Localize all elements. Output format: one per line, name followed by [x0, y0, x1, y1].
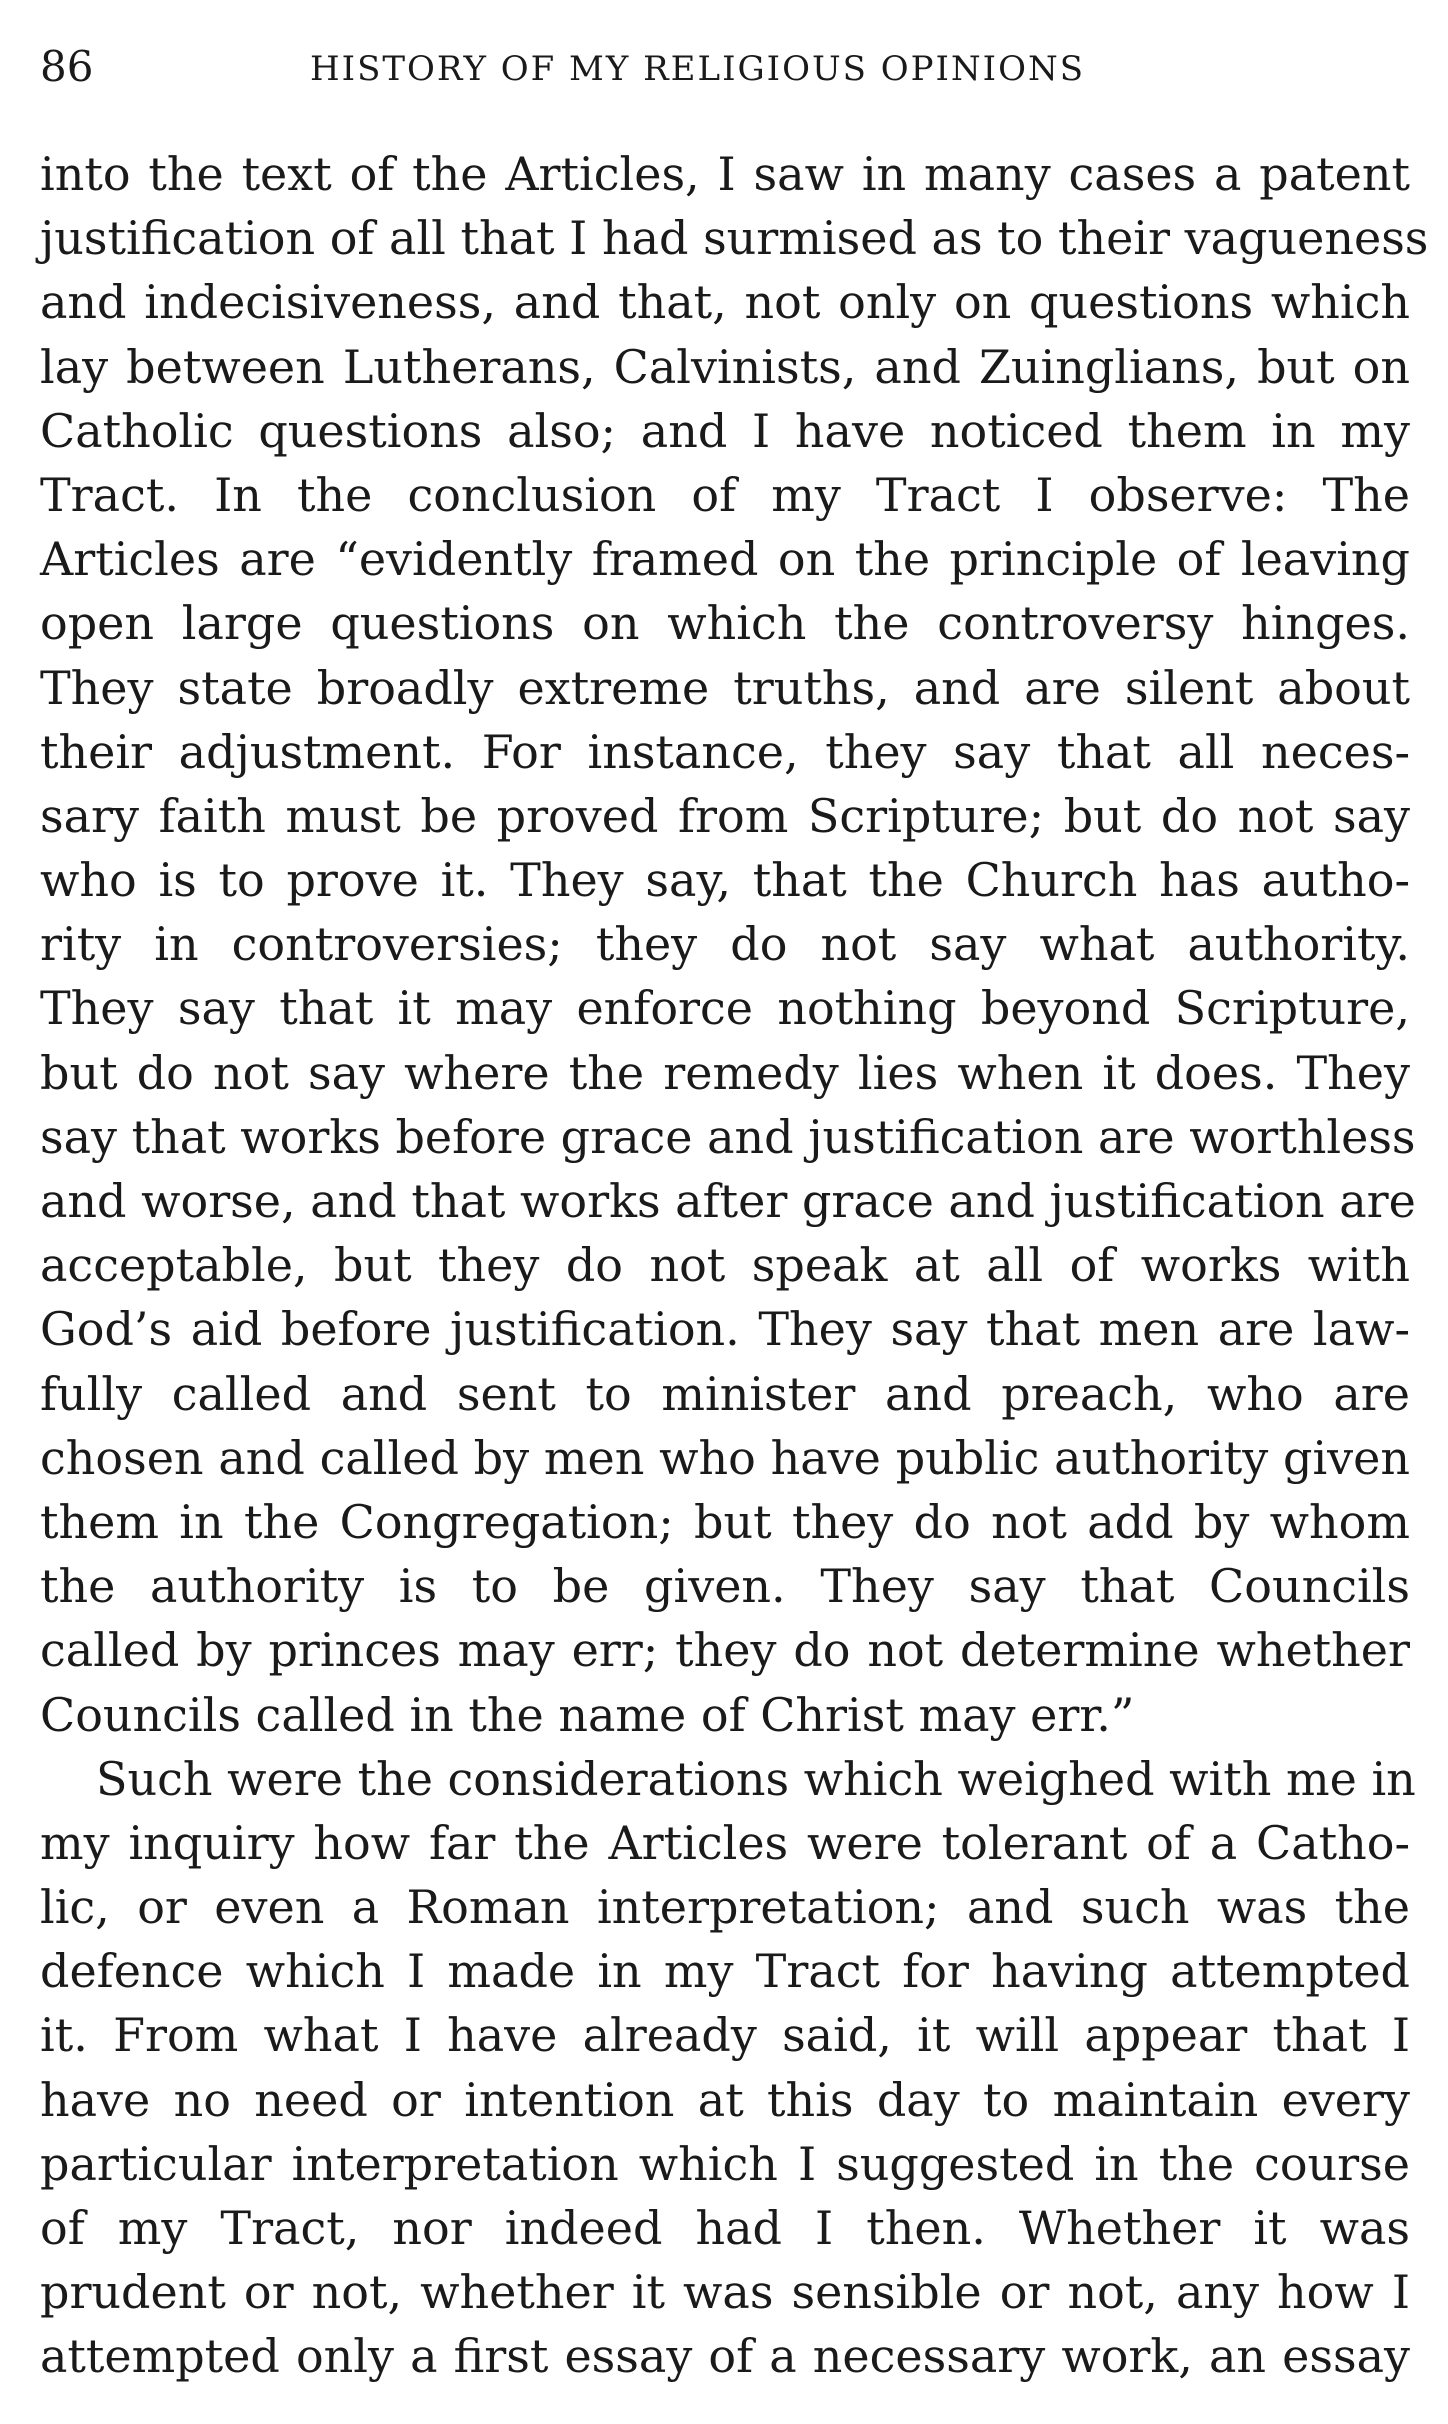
text-line: them in the Congregation; but they do not add by whom — [40, 1494, 1410, 1549]
text-line: justification of all that I had surmised as to their vagueness — [40, 211, 1429, 266]
text-line: They say that it may enforce nothing beyond Scripture, — [40, 981, 1410, 1036]
text-line: open large questions on which the controversy hinges. — [40, 596, 1410, 651]
text-line: attempted only a first essay of a necessary work, an essay — [40, 2329, 1410, 2384]
body-text — [40, 142, 1429, 2389]
text-line: called by princes may err; they do not determine whether — [40, 1623, 1410, 1678]
page-number: 86 — [40, 42, 94, 91]
text-line: Catholic questions also; and I have noticed them in my — [40, 403, 1410, 458]
text-line: chosen and called by men who have public authority given — [40, 1430, 1410, 1485]
text-line: sary faith must be proved from Scripture; but do not say — [40, 788, 1410, 843]
text-line: lic, or even a Roman interpretation; and such was the — [40, 1880, 1410, 1935]
text-line: the authority is to be given. They say that Councils — [40, 1559, 1410, 1614]
text-line: say that works before grace and justification are worthless — [40, 1109, 1416, 1164]
text-line: into the text of the Articles, I saw in many cases a patent — [40, 147, 1410, 201]
text-line: who is to prove it. They say, that the Church has autho- — [40, 853, 1410, 908]
text-line: Articles are “evidently framed on the principle of leaving — [40, 532, 1410, 587]
text-line: and worse, and that works after grace and justification are — [40, 1174, 1416, 1228]
text-line: defence which I made in my Tract for having attempted — [40, 1944, 1410, 1999]
text-line: fully called and sent to minister and preach, who are — [40, 1366, 1410, 1421]
text-line: acceptable, but they do not speak at all of works with — [40, 1238, 1410, 1293]
text-line: lay between Lutherans, Calvinists, and Zuinglians, but on — [40, 339, 1410, 394]
text-line: their adjustment. For instance, they say that all neces- — [40, 724, 1410, 779]
text-line: and indecisiveness, and that, not only on questions which — [40, 275, 1410, 330]
page-header — [40, 30, 1420, 100]
text-line: prudent or not, whether it was sensible or not, any how I — [40, 2265, 1410, 2320]
text-line: rity in controversies; they do not say what authority. — [40, 917, 1410, 972]
text-line: particular interpretation which I suggested in the course — [40, 2136, 1410, 2191]
text-line: God’s aid before justification. They say that men are law- — [40, 1302, 1410, 1357]
text-line: my inquiry how far the Articles were tolerant of a Catho- — [40, 1815, 1410, 1870]
text-line: of my Tract, nor indeed had I then. Whether it was — [40, 2201, 1410, 2255]
text-line: Such were the considerations which weighed with me in — [96, 1751, 1416, 1806]
text-line: have no need or intention at this day to maintain every — [40, 2072, 1410, 2127]
text-line: but do not say where the remedy lies when it does. They — [40, 1045, 1410, 1100]
running-head: HISTORY OF MY RELIGIOUS OPINIONS — [310, 49, 1085, 89]
text-line: it. From what I have already said, it will appear that I — [40, 2008, 1410, 2063]
text-line: They state broadly extreme truths, and are silent about — [40, 660, 1410, 715]
text-line: Tract. In the conclusion of my Tract I observe: The — [40, 467, 1410, 522]
text-line: Councils called in the name of Christ may err.” — [40, 1687, 1135, 1742]
